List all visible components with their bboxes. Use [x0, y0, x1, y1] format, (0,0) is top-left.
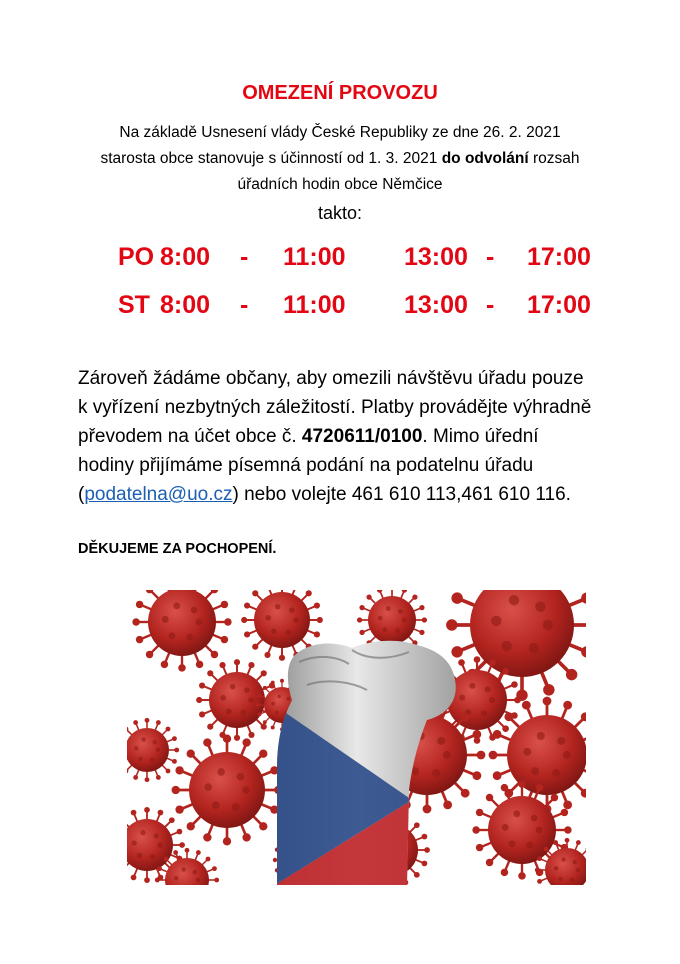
- morning-end: 11:00: [283, 291, 346, 319]
- afternoon-end: 17:00: [527, 243, 591, 271]
- takto-label: takto:: [317, 203, 363, 223]
- thanks-text: DĚKUJEME ZA POCHOPENÍ.: [78, 541, 277, 557]
- virus-icon: [172, 735, 283, 846]
- schedule-row-wednesday: [0, 291, 680, 323]
- covid-illustration: [127, 590, 586, 885]
- afternoon-start: 13:00: [404, 291, 468, 319]
- account-number: 4720611/0100: [301, 426, 423, 447]
- intro-line-1: Na základě Usnesení vlády České Republiky ze dne 26. 2. 2021: [119, 124, 561, 141]
- intro-line-2-start: starosta obce stanovuje s účinností od 1. 3. 2021: [100, 150, 442, 167]
- morning-start: 8:00: [160, 243, 211, 271]
- phone-text: ) nebo volejte 461 610 113,461 610 116.: [232, 484, 571, 505]
- paragraph-line-3-start: převodem na účet obce č.: [78, 426, 302, 447]
- paragraph-line-3-end: . Mimo úřední: [422, 426, 539, 447]
- illustration-svg: [127, 590, 586, 885]
- schedule-day: ST: [118, 291, 150, 319]
- schedule-row-monday: [0, 243, 680, 275]
- morning-dash: -: [240, 291, 249, 319]
- afternoon-start: 13:00: [404, 243, 468, 271]
- intro-until-revoked: do odvolání: [441, 150, 529, 167]
- morning-start: 8:00: [160, 291, 211, 319]
- paren-open: (: [78, 484, 85, 505]
- paragraph-line-4: hodiny přijímáme písemná podání na podatelnu úřadu: [78, 455, 534, 476]
- paragraph-line-1: Zároveň žádáme občany, aby omezili návštěvu úřadu pouze: [78, 368, 584, 389]
- intro-line-2-end: rozsah: [528, 150, 580, 167]
- schedule-day: PO: [118, 243, 155, 271]
- paragraph-line-5: [78, 480, 618, 509]
- morning-dash: -: [240, 243, 249, 271]
- paragraph-line-2: k vyřízení nezbytných záležitostí. Platby provádějte výhradně: [78, 397, 592, 418]
- afternoon-dash: -: [486, 243, 495, 271]
- virus-icon: [127, 718, 179, 782]
- email-link[interactable]: podatelna@uo.cz: [84, 484, 233, 505]
- intro-line-2: [40, 146, 640, 172]
- intro-text: [40, 120, 640, 198]
- virus-icon: [132, 590, 231, 672]
- intro-line-3: úřadních hodin obce Němčice: [237, 176, 443, 193]
- notice-paragraph: [78, 364, 618, 509]
- afternoon-end: 17:00: [527, 291, 591, 319]
- page-title: OMEZENÍ PROVOZU: [242, 82, 438, 104]
- afternoon-dash: -: [486, 291, 495, 319]
- paragraph-line-3: [78, 422, 618, 451]
- morning-end: 11:00: [283, 243, 346, 271]
